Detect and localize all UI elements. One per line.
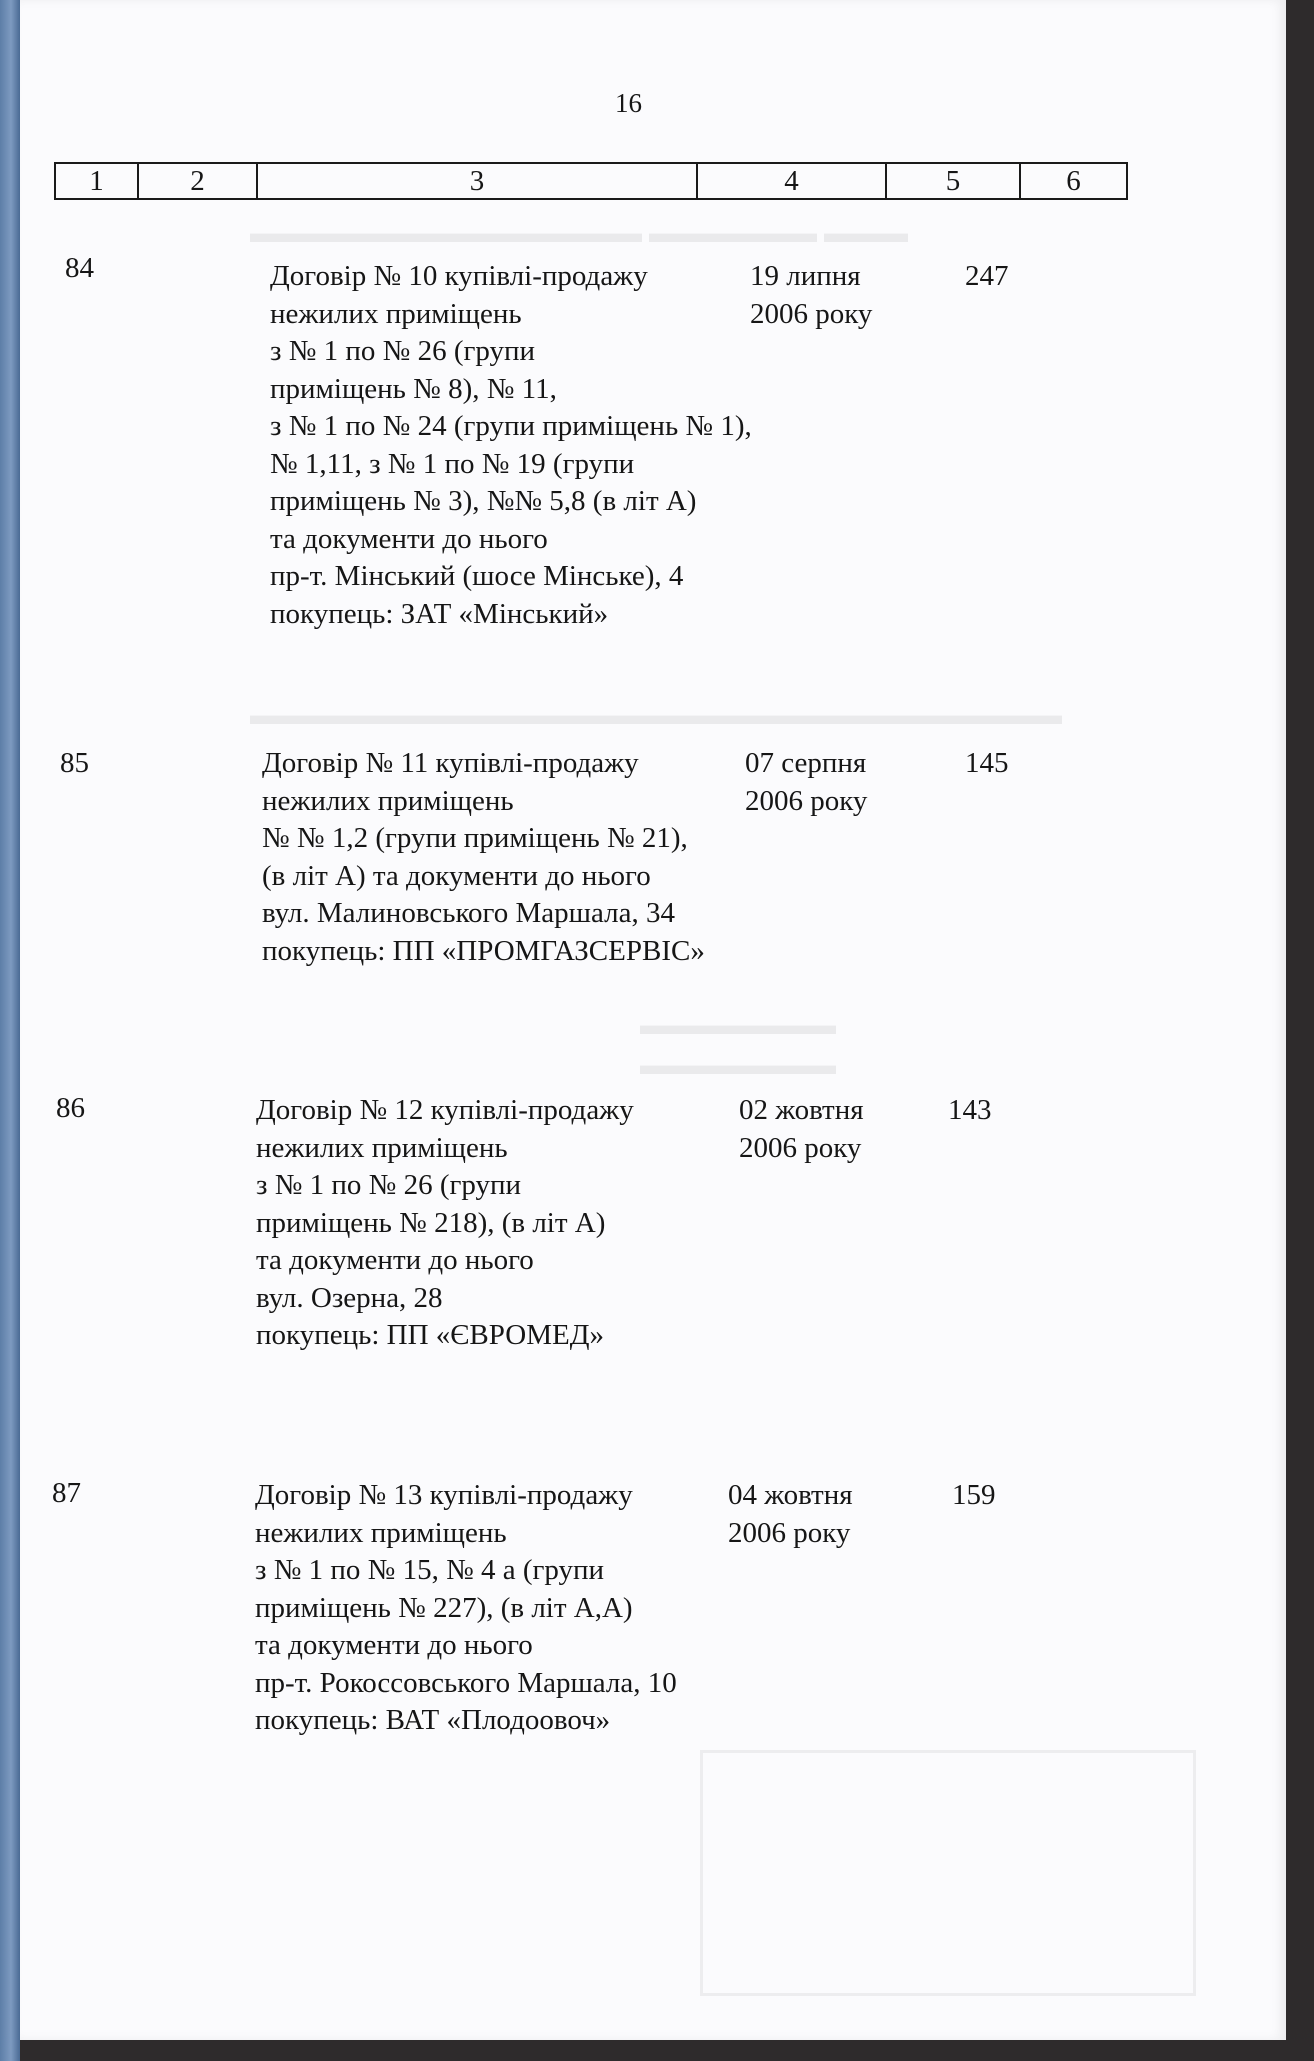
- title-line: та документи до нього: [270, 522, 548, 555]
- column-header-table: [54, 162, 1128, 200]
- title-line: Договір № 13 купівлі-продажу: [255, 1479, 633, 1511]
- title-line: покупець: ПП «ПРОМГАЗСЕРВІС»: [262, 934, 705, 967]
- entry-title: [256, 1092, 634, 1355]
- title-line: № № 1,2 (групи приміщень № 21),: [262, 822, 688, 854]
- title-line: та документи до нього: [256, 1244, 534, 1276]
- entry-page-count: 247: [965, 260, 1009, 292]
- title-line: з № 1 по № 15, № 4 а (групи: [255, 1554, 605, 1586]
- title-line: пр-т. Рокоссовського Маршала, 10: [255, 1666, 677, 1699]
- title-line: приміщень № 3), №№ 5,8 (в літ А): [270, 485, 697, 517]
- title-line: приміщень № 218), (в літ А): [256, 1206, 606, 1239]
- header-cell: 1: [55, 163, 138, 199]
- title-line: з № 1 по № 26 (групи: [256, 1169, 522, 1201]
- date-line: 2006 року: [750, 297, 873, 330]
- title-line: покупець: ЗАТ «Мінський»: [270, 597, 609, 630]
- title-line: вул. Малиновського Маршала, 34: [262, 897, 675, 929]
- date-line: 19 липня: [750, 260, 861, 292]
- date-line: 2006 року: [745, 784, 868, 817]
- date-line: 2006 року: [728, 1516, 851, 1549]
- entry-date: [739, 1092, 864, 1167]
- header-cell: 5: [886, 163, 1020, 199]
- title-line: нежилих приміщень: [255, 1516, 507, 1549]
- title-line: покупець: ПП «ЄВРОМЕД»: [256, 1319, 604, 1351]
- bleed-through-text: ▬▬▬▬▬▬▬▬▬▬▬▬▬▬ ▬▬▬▬▬▬ ▬▬▬: [250, 218, 908, 249]
- entry-date: [728, 1477, 853, 1552]
- title-line: № 1,11, з № 1 по № 19 (групи: [270, 447, 635, 480]
- title-line: нежилих приміщень: [256, 1131, 508, 1164]
- entry-number: 87: [52, 1477, 81, 1509]
- page-number: 16: [615, 88, 642, 118]
- bleed-through-text: ▬▬▬▬▬▬▬▬▬▬▬▬▬▬▬▬▬▬▬▬▬▬▬▬▬▬▬▬▬: [250, 700, 1062, 731]
- entry-title: [270, 258, 752, 633]
- entry-date: [750, 258, 872, 333]
- entry-title: [262, 745, 705, 970]
- entry-number: 86: [56, 1092, 85, 1124]
- date-line: 02 жовтня: [739, 1094, 864, 1126]
- title-line: Договір № 12 купівлі-продажу: [256, 1094, 634, 1126]
- entry-number: 85: [60, 747, 89, 779]
- title-line: пр-т. Мінський (шосе Мінське), 4: [270, 560, 684, 592]
- document-page: [20, 0, 1286, 2040]
- title-line: нежилих приміщень: [262, 784, 514, 817]
- header-cell: 4: [697, 163, 886, 199]
- title-line: та документи до нього: [255, 1629, 533, 1661]
- title-line: Договір № 10 купівлі-продажу: [270, 260, 648, 292]
- bleed-through-stamp: [700, 1750, 1196, 1996]
- title-line: з № 1 по № 24 (групи приміщень № 1),: [270, 410, 752, 442]
- title-line: Договір № 11 купівлі-продажу: [262, 747, 639, 779]
- header-cell: 6: [1020, 163, 1127, 199]
- entry-page-count: 159: [952, 1479, 996, 1511]
- entry-date: [745, 745, 867, 820]
- bleed-through-text: ▬▬▬▬▬▬▬: [640, 1010, 836, 1041]
- header-cell: 3: [257, 163, 697, 199]
- entry-number: 84: [65, 252, 94, 284]
- title-line: покупець: ВАТ «Плодоовоч»: [255, 1704, 611, 1736]
- entry-page-count: 145: [965, 747, 1009, 779]
- bleed-through-text: ▬▬▬▬▬▬▬: [640, 1050, 836, 1081]
- title-line: приміщень № 8), № 11,: [270, 372, 557, 405]
- entry-title: [255, 1477, 677, 1740]
- header-row: [55, 163, 1127, 199]
- title-line: з № 1 по № 26 (групи: [270, 335, 536, 367]
- date-line: 07 серпня: [745, 747, 867, 779]
- title-line: вул. Озерна, 28: [256, 1281, 443, 1314]
- header-cell: 2: [138, 163, 257, 199]
- date-line: 04 жовтня: [728, 1479, 853, 1511]
- date-line: 2006 року: [739, 1131, 862, 1164]
- title-line: нежилих приміщень: [270, 297, 522, 330]
- entry-page-count: 143: [948, 1094, 992, 1126]
- title-line: (в літ А) та документи до нього: [262, 859, 651, 892]
- title-line: приміщень № 227), (в літ А,А): [255, 1591, 633, 1624]
- folder-binding: [0, 0, 20, 2061]
